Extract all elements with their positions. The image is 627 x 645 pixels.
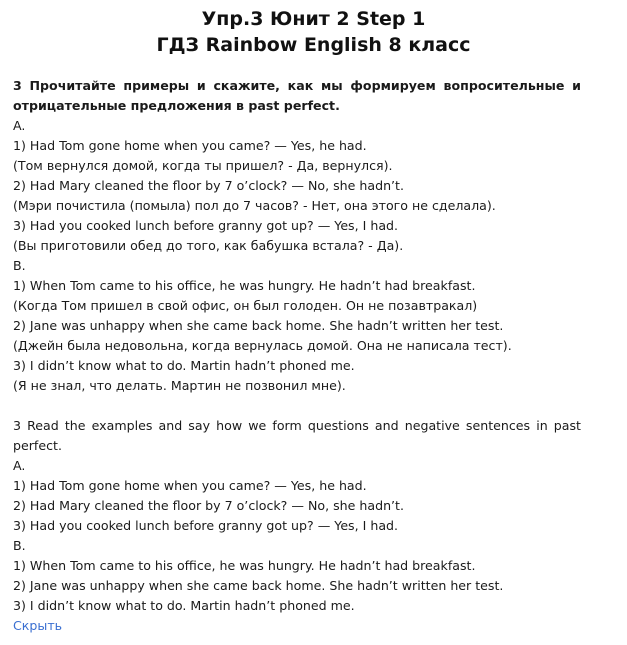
list-item: (Мэри почистила (помыла) пол до 7 часов? - Нет, она этого не сделала). (13, 198, 496, 213)
list-item: 2) Jane was unhappy when she came back home. She hadn’t written her test. (13, 318, 504, 333)
list-item: (Вы приготовили обед до того, как бабушка встала? - Да). (13, 238, 404, 253)
list-item: 3) I didn’t know what to do. Martin hadn’t phoned me. (13, 598, 355, 613)
part-a-label-en: A. (13, 458, 26, 473)
task-heading-en: 3 Read the examples and say how we form questions and negative sentences in past perfect. (13, 418, 581, 453)
list-item: (Том вернулся домой, когда ты пришел? - Да, вернулся). (13, 158, 393, 173)
page-subtitle: ГДЗ Rainbow English 8 класс (156, 34, 471, 56)
list-item: 1) Had Tom gone home when you came? — Yes, he had. (13, 138, 367, 153)
hide-link[interactable]: Скрыть (13, 618, 63, 633)
list-item: (Джейн была недовольна, когда вернулась домой. Она не написала тест). (13, 338, 512, 353)
list-item: 3) I didn’t know what to do. Martin hadn’t phoned me. (13, 358, 355, 373)
task-heading-ru: 3 Прочитайте примеры и скажите, как мы формируем вопросительные и отрицательные предложения в past perfect. (13, 78, 581, 113)
section-spacer (13, 396, 581, 416)
part-a-label-ru: A. (13, 118, 26, 133)
list-item: (Я не знал, что делать. Мартин не позвонил мне). (13, 378, 346, 393)
list-item: 1) Had Tom gone home when you came? — Yes, he had. (13, 478, 367, 493)
list-item: 2) Jane was unhappy when she came back home. She hadn’t written her test. (13, 578, 504, 593)
list-item: 2) Had Mary cleaned the floor by 7 o’clock? — No, she hadn’t. (13, 498, 404, 513)
list-item: 2) Had Mary cleaned the floor by 7 o’clock? — No, she hadn’t. (13, 178, 404, 193)
list-item: (Когда Том пришел в свой офис, он был голоден. Он не позавтракал) (13, 298, 478, 313)
part-b-label-en: B. (13, 538, 26, 553)
exercise-content (13, 76, 581, 636)
list-item: 1) When Tom came to his office, he was hungry. He hadn’t had breakfast. (13, 558, 476, 573)
page-title: Упр.3 Юнит 2 Step 1 (201, 8, 426, 30)
list-item: 3) Had you cooked lunch before granny got up? — Yes, I had. (13, 518, 399, 533)
list-item: 3) Had you cooked lunch before granny got up? — Yes, I had. (13, 218, 399, 233)
part-b-label-ru: B. (13, 258, 26, 273)
page-header (0, 0, 627, 58)
list-item: 1) When Tom came to his office, he was hungry. He hadn’t had breakfast. (13, 278, 476, 293)
